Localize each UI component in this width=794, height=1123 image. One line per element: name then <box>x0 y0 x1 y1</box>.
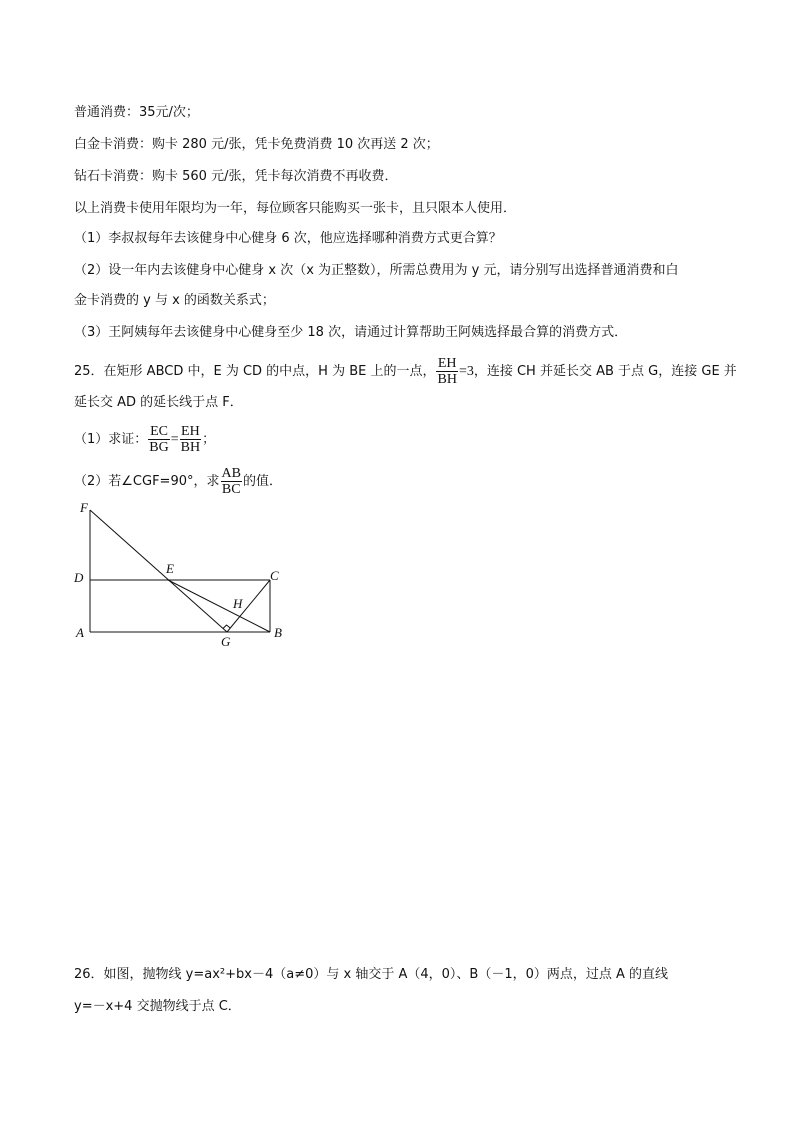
q25-part-2-end: 的值． <box>242 474 282 489</box>
fraction-numerator: EH <box>437 356 457 371</box>
q25-text-after: ，连接 CH 并延长交 AB 于点 G，连接 GE 并 <box>473 364 737 379</box>
fraction-denominator: BH <box>437 372 457 387</box>
fraction-denominator: BH <box>180 440 201 455</box>
q25-part-1-end: ； <box>202 432 216 447</box>
q25-ab-bc-fraction <box>221 466 242 497</box>
q24-part-2: （2）设一年内去该健身中心健身 x 次（x 为正整数），所需总费用为 y 元，请分别写出选择普通消费和白 <box>74 263 679 278</box>
q26-statement-line-1: 26．如图，抛物线 y=ax²+bx－4（a≠0）与 x 轴交于 A（4，0）、B（－1，0）两点，过点 A 的直线 <box>74 967 669 982</box>
label-c: C <box>270 568 279 583</box>
q25-part-2 <box>74 466 282 497</box>
q25-geometry-figure <box>72 500 302 655</box>
label-d: D <box>74 570 84 585</box>
q24-part-3: （3）王阿姨每年去该健身中心健身至少 18 次，请通过计算帮助王阿姨选择最合算的消费方式． <box>74 325 628 340</box>
label-g: G <box>221 634 231 649</box>
segment-eb <box>168 580 270 632</box>
q25-ratio-fraction <box>436 356 457 387</box>
q25-rhs-fraction <box>180 424 201 455</box>
q25-ratio-value: =3 <box>458 364 474 379</box>
q24-line-3: 钻石卡消费：购卡 560 元/张，凭卡每次消费不再收费． <box>74 169 398 184</box>
segment-fg <box>90 510 227 632</box>
q25-statement-line-2: 延长交 AD 的延长线于点 F． <box>74 395 243 410</box>
q25-text-before: 25．在矩形 ABCD 中，E 为 CD 的中点，H 为 BE 上的一点， <box>74 364 436 379</box>
q26-statement-line-2: y=－x+4 交抛物线于点 C． <box>74 999 241 1014</box>
q25-lhs-fraction <box>148 424 169 455</box>
q24-line-4: 以上消费卡使用年限均为一年，每位顾客只能购买一张卡，且只限本人使用． <box>74 201 517 216</box>
fraction-denominator: BC <box>221 482 241 497</box>
q24-line-1: 普通消费：35元/次； <box>74 105 199 120</box>
label-b: B <box>274 625 282 640</box>
q24-part-1: （1）李叔叔每年去该健身中心健身 6 次，他应选择哪种消费方式更合算？ <box>74 231 502 246</box>
q25-statement-line-1 <box>74 356 737 387</box>
fraction-denominator: BG <box>149 440 169 455</box>
label-h: H <box>233 596 243 611</box>
right-angle-mark <box>223 625 231 629</box>
label-f: F <box>80 500 88 515</box>
q25-part-2-label: （2）若∠CGF=90°，求 <box>74 474 220 489</box>
equals-sign: = <box>170 432 179 447</box>
fraction-numerator: EC <box>150 424 168 439</box>
q25-part-1 <box>74 424 215 455</box>
q25-part-1-label: （1）求证： <box>74 432 148 447</box>
fraction-numerator: AB <box>221 466 241 481</box>
label-e: E <box>166 561 174 576</box>
label-a: A <box>76 625 84 640</box>
fraction-numerator: EH <box>181 424 200 439</box>
q24-part-2-cont: 金卡消费的 y 与 x 的函数关系式； <box>74 293 275 308</box>
q24-line-2: 白金卡消费：购卡 280 元/张，凭卡免费消费 10 次再送 2 次； <box>74 137 439 152</box>
